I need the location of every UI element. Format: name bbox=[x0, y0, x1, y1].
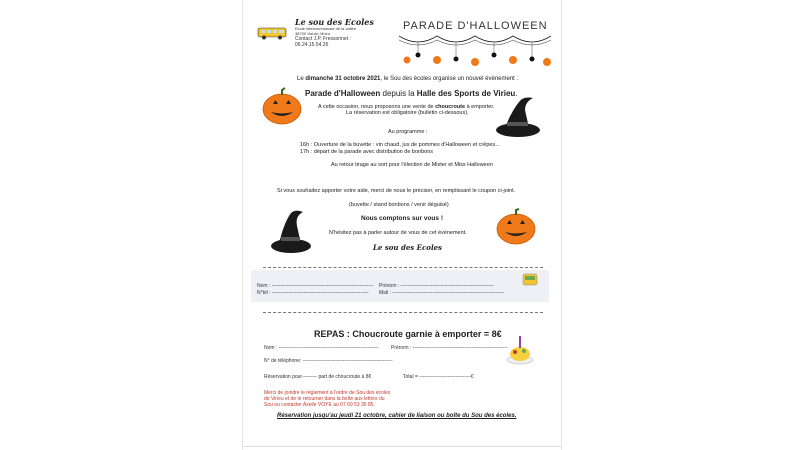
org-name: Le sou des Ecoles bbox=[295, 17, 374, 27]
org-line1: Ecole intercommunale de la vallée bbox=[295, 26, 356, 31]
org-phone: 06.24.15.54.35 bbox=[295, 42, 329, 48]
payment-line2: de Virieu et de le retourner dans la boîte aux lettres du bbox=[264, 396, 385, 402]
spider-web-icon bbox=[399, 34, 551, 68]
pumpkin-icon bbox=[261, 86, 303, 126]
bus-icon bbox=[257, 26, 289, 40]
programme-title: Au programme : bbox=[388, 129, 428, 135]
document-page bbox=[242, 0, 562, 450]
coupon-tel[interactable]: N°tél : ---------------------------------------------------------- bbox=[257, 290, 369, 296]
org-line2: 38730 Val-de-Virieu bbox=[295, 31, 330, 36]
help-line2: (buvette / stand bonbons / venir déguisé) bbox=[349, 202, 449, 208]
repas-nom[interactable]: Nom : ------------------------------------------------------------ bbox=[264, 345, 379, 351]
coupon-nom[interactable]: Nom : ------------------------------------------------------------- bbox=[257, 283, 374, 289]
help-line3: Nous comptons sur vous ! bbox=[361, 215, 443, 222]
programme-item-3: Au retour tirage au sort pour l'élection de Mister et Miss Halloween bbox=[331, 162, 493, 168]
occasion-line2: La réservation est obligatoire (bulletin ci-dessous). bbox=[346, 110, 469, 116]
signature: Le sou des Ecoles bbox=[373, 243, 442, 252]
repas-total[interactable]: Total = -------------------------------€ bbox=[403, 374, 474, 380]
programme-item-1: 16h : Ouverture de la buvette : vin chaud, jus de pommes d'Halloween et crêpes... bbox=[300, 142, 500, 148]
repas-title: REPAS : Choucroute garnie à emporter = 8€ bbox=[314, 329, 502, 339]
cut-line bbox=[263, 267, 543, 268]
coupon-mail[interactable]: Mail : ------------------------------------------------------------------- bbox=[379, 290, 504, 296]
cut-line-2 bbox=[263, 312, 543, 313]
intro-line: Le dimanche 31 octobre 2021, le Sou des écoles organise un nouvel évènement : bbox=[297, 76, 519, 82]
page-bottom-edge bbox=[243, 446, 561, 447]
payment-line1: Merci de joindre le règlement à l'ordre de Sou des écoles bbox=[264, 390, 391, 396]
occasion-line1: A cette occasion, nous proposons une vente de choucroute à emporter. bbox=[318, 104, 495, 110]
pumpkin-icon-2 bbox=[495, 208, 537, 246]
org-contact: Contact J.P. Fressonnet : bbox=[295, 36, 351, 42]
deadline-note: Réservation jusqu'au jeudi 21 octobre, cahier de liaison ou boîte du Sou des écoles. bbox=[277, 413, 517, 419]
repas-tel[interactable]: N° de téléphone: ------------------------------------------------------ bbox=[264, 358, 393, 364]
repas-prenom[interactable]: Prénom : --------------------------------------------------------- bbox=[391, 345, 508, 351]
help-line1: Si vous souhaitez apporter votre aide, merci de nous le préciser, en remplissant le coupon ci-joint. bbox=[277, 188, 516, 194]
programme-item-2: 17h : départ de la parade avec distribution de bonbons bbox=[300, 149, 434, 155]
food-icon bbox=[522, 271, 538, 287]
headline: Parade d'Halloween depuis la Halle des Sports de Virieu. bbox=[305, 89, 518, 98]
witch-hat-icon bbox=[493, 94, 543, 140]
repas-reservation[interactable]: Réservation pour--------- part de choucroute à 8€ bbox=[264, 374, 372, 380]
help-line4: N'hésitez pas à parler autour de vous de cet évènement. bbox=[329, 230, 467, 236]
coupon-prenom[interactable]: Prénom : -------------------------------------------------------- bbox=[379, 283, 494, 289]
witch-hat-icon-2 bbox=[269, 206, 315, 254]
payment-line3: Sou ou contacter Axelle VOYE au 07 60 53 35 85. bbox=[264, 402, 375, 408]
food-icon-2 bbox=[505, 332, 535, 366]
page-title: PARADE D'HALLOWEEN bbox=[403, 20, 548, 32]
